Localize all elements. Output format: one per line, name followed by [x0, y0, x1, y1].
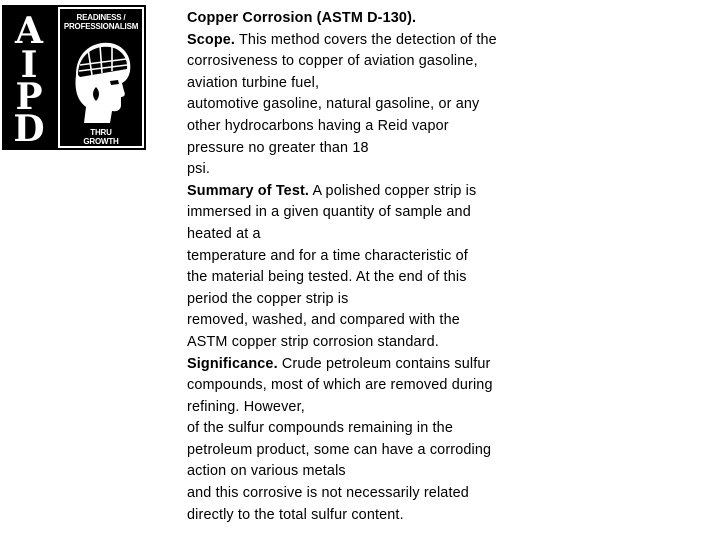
summary-line: ASTM copper strip corrosion standard.: [187, 333, 439, 350]
summary-text: A polished copper strip is: [309, 182, 477, 199]
significance-line: petroleum product, some can have a corroding: [187, 441, 492, 458]
significance-heading: Significance.: [187, 355, 278, 372]
significance-line: and this corrosive is not necessarily related: [187, 485, 469, 502]
significance-line: action on various metals: [187, 463, 346, 480]
logo-emblem-panel: [58, 7, 144, 148]
scope-line: aviation turbine fuel,: [187, 74, 320, 91]
soldier-helmet-icon: [66, 35, 136, 127]
scope-line-1: [187, 30, 547, 52]
summary-line: removed, washed, and compared with the: [187, 312, 460, 329]
summary-line-1: [187, 181, 547, 203]
summary-line: period the copper strip is: [187, 290, 349, 307]
summary-line: immersed in a given quantity of sample and: [187, 204, 471, 221]
logo-letter-a: A: [15, 10, 43, 52]
summary-line: temperature and for a time characteristic of: [187, 247, 468, 264]
scope-line: psi.: [187, 161, 210, 178]
summary-heading: Summary of Test.: [187, 182, 310, 199]
scope-line: other hydrocarbons having a Reid vapor: [187, 117, 449, 134]
section-title: Copper Corrosion (ASTM D-130).: [187, 10, 417, 26]
logo-letter-d: D: [13, 108, 45, 150]
scope-line: corrosiveness to copper of aviation gasoline,: [187, 53, 478, 70]
summary-line: the material being tested. At the end of this: [187, 269, 467, 286]
significance-text: Crude petroleum contains sulfur: [277, 355, 491, 372]
document-text: [187, 8, 547, 526]
significance-line: of the sulfur compounds remaining in the: [187, 420, 453, 437]
aipd-logo: [2, 5, 146, 150]
scope-line: automotive gasoline, natural gasoline, or any: [187, 96, 480, 113]
logo-top-line-1: READINESS /: [76, 13, 126, 22]
significance-line: compounds, most of which are removed during: [187, 377, 493, 394]
logo-letter-i: I: [20, 44, 38, 86]
scope-line: pressure no greater than 18: [187, 139, 369, 156]
significance-line-1: [187, 354, 547, 376]
significance-line: directly to the total sulfur content.: [187, 506, 404, 523]
logo-letter-p: P: [15, 76, 43, 118]
logo-bottom-line-1: THRU: [90, 128, 112, 137]
significance-line: refining. However,: [187, 398, 305, 415]
summary-line: heated at a: [187, 225, 261, 242]
scope-text: This method covers the detection of the: [235, 31, 497, 48]
logo-top-line-2: PROFESSIONALISM: [63, 22, 139, 31]
logo-bottom-line-2: GROWTH: [83, 137, 119, 146]
scope-heading: Scope.: [187, 31, 236, 48]
